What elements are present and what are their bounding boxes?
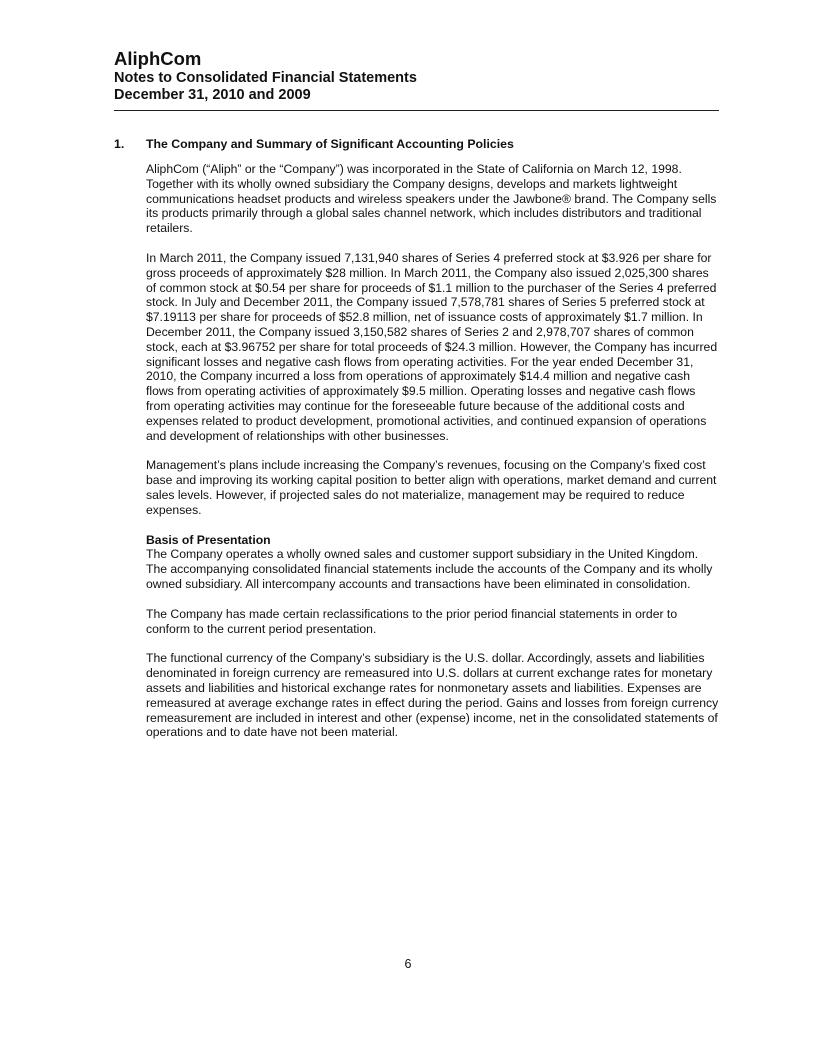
page-header — [114, 48, 719, 104]
company-name: AliphCom — [114, 48, 202, 69]
paragraph-functional-currency: The functional currency of the Company’s subsidiary is the U.S. dollar. Accordingly, assets and liabilities denominated in foreign currency are remeasured into U.S. dollars at current exchange rates for monetary assets and liabilities and historical exchange rates for nonmonetary assets and liabilities. Expenses are remeasured at average exchange rates in effect during the period. Gains and losses from foreign currency remeasurement are included in interest and other (expense) income, net in the consolidated statements of operations and to date have not been material. — [146, 651, 719, 740]
paragraph-company-overview: AliphCom (“Aliph” or the “Company”) was incorporated in the State of California on March 12, 1998. Together with its wholly owned subsidiary the Company designs, develops and markets lightweight communications headset products and wireless speakers under the Jawbone® brand. The Company sells its products primarily through a global sales channel network, which includes distributors and traditional retailers. — [146, 162, 717, 236]
section-title: The Company and Summary of Significant Accounting Policies — [146, 137, 514, 151]
subheading-basis-of-presentation: Basis of Presentation — [146, 532, 271, 547]
page-number: 6 — [404, 957, 412, 971]
section-number: 1. — [114, 137, 125, 151]
section-body — [146, 162, 720, 755]
header-rule — [114, 110, 719, 111]
document-period: December 31, 2010 and 2009 — [114, 87, 311, 103]
paragraph-consolidation: The Company operates a wholly owned sales and customer support subsidiary in the United Kingdom. The accompanying consolidated financial statements include the accounts of the Company and its wholly owned subsidiary. All intercompany accounts and transactions have been eliminated in consolidation. — [146, 547, 713, 591]
document-title: Notes to Consolidated Financial Statements — [114, 70, 417, 86]
paragraph-management-plans: Management’s plans include increasing the Company’s revenues, focusing on the Company’s fixed cost base and improving its working capital position to better align with operations, market demand and current sales levels. However, if projected sales do not materialize, management may be required to reduce expenses. — [146, 458, 717, 517]
paragraph-financing: In March 2011, the Company issued 7,131,940 shares of Series 4 preferred stock at $3.926 per share for gross proceeds of approximately $28 million. In March 2011, the Company also issued 2,025,300 shares of common stock at $0.54 per share for proceeds of $1.1 million to the purchaser of the Series 4 preferred stock. In July and December 2011, the Company issued 7,578,781 shares of Series 5 preferred stock at $7.19113 per share for proceeds of $52.8 million, net of issuance costs of approximately $1.7 million. In December 2011, the Company issued 3,150,582 shares of Series 2 and 2,978,707 shares of common stock, each at $3.96752 per share for total proceeds of $24.3 million. However, the Company has incurred significant losses and negative cash flows from operating activities. For the year ended December 31, 2010, the Company incurred a loss from operations of approximately $14.4 million and negative cash flows from operating activities of approximately $9.5 million. Operating losses and negative cash flows from operating activities may continue for the foreseeable future because of the additional costs and expenses related to product development, promotional activities, and continued expansion of operations and development of relationships with other businesses. — [146, 250, 718, 443]
paragraph-reclassifications: The Company has made certain reclassifications to the prior period financial statements in order to conform to the current period presentation. — [146, 606, 678, 636]
